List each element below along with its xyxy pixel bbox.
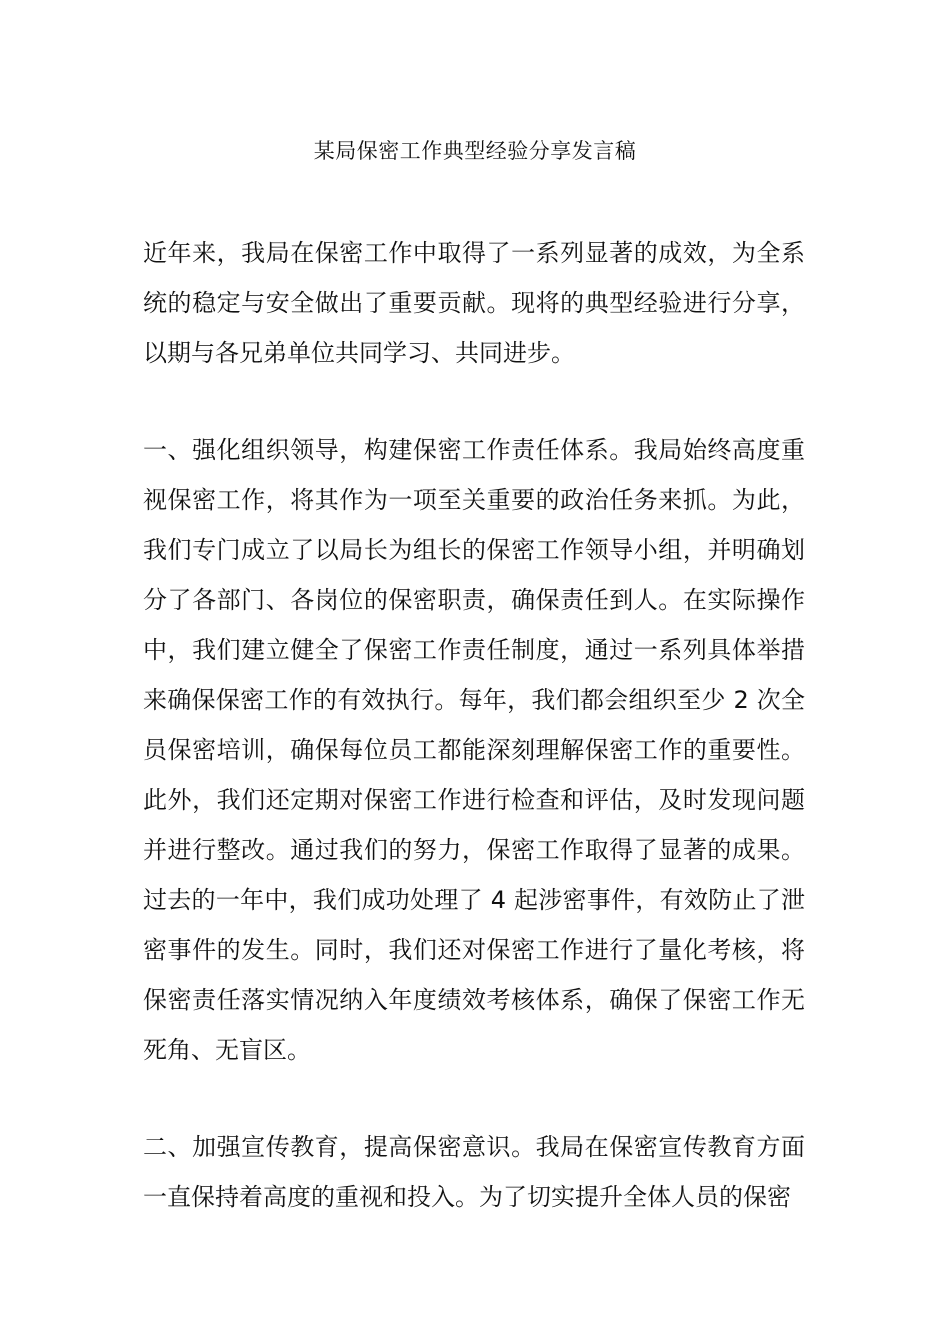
paragraph-section-two: 二、加强宣传教育，提高保密意识。我局在保密宣传教育方面一直保持着高度的重视和投入。为了切实提升全体人员的保密 — [143, 1133, 805, 1211]
paragraph-section-one: 一、强化组织领导，构建保密工作责任体系。我局始终高度重视保密工作，将其作为一项至关重要的政治任务来抓。为此，我们专门成立了以局长为组长的保密工作领导小组，并明确划分了各部门、各岗位的保密职责，确保责任到人。在实际操作中，我们建立健全了保密工作责任制度，通过一系列具体举措来确保保密工作的有效执行。每年，我们都会组织至少 2 次全员保密培训，确保每位员工都能深刻理解保密工作的重要性。此外，我们还定期对保密工作进行检查和评估，及时发现问题并进行整改。通过我们的努力，保密工作取得了显著的成果。过去的一年中，我们成功处理了 4 起涉密事件，有效防止了泄密事件的发生。同时，我们还对保密工作进行了量化考核，将保密责任落实情况纳入年度绩效考核体系，确保了保密工作无死角、无盲区。 — [143, 436, 805, 1064]
document-title: 某局保密工作典型经验分享发言稿 — [313, 139, 637, 163]
paragraph-intro: 近年来，我局在保密工作中取得了一系列显著的成效，为全系统的稳定与安全做出了重要贡献。现将的典型经验进行分享，以期与各兄弟单位共同学习、共同进步。 — [143, 239, 805, 367]
